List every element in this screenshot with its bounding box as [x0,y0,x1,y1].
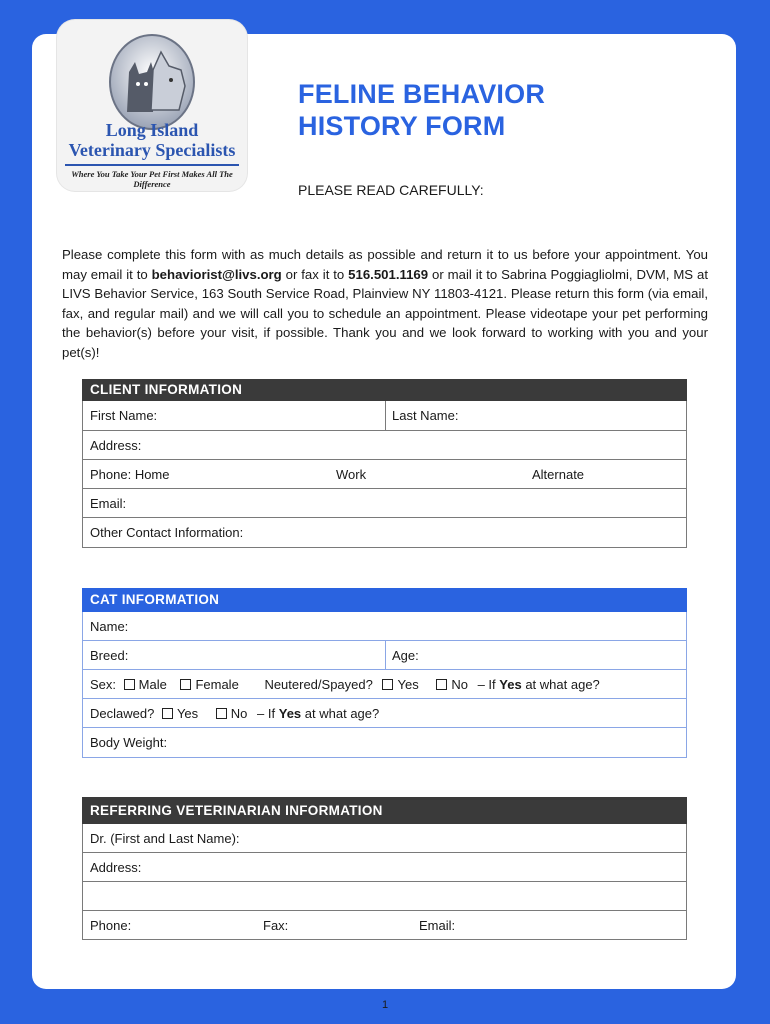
intro-text-2: or fax it to [281,266,349,282]
read-carefully-note: PLEASE READ CAREFULLY: [298,182,484,198]
client-email-row [82,489,687,518]
vet-section-heading: REFERRING VETERINARIAN INFORMATION [82,797,687,824]
work-phone-label: Work [336,467,367,482]
vet-fax-label: Fax: [263,918,289,933]
declawed-if-text: – If [257,706,276,721]
neutered-yes-label: Yes [397,677,419,692]
cat-name-field[interactable] [83,612,683,640]
neutered-yes-checkbox[interactable] [382,679,393,690]
vet-address-label: Address: [90,860,142,875]
male-checkbox[interactable] [124,679,135,690]
body-weight-row [82,728,687,758]
cat-declawed-row [82,699,687,728]
breed-field[interactable] [83,641,385,669]
logo-name-line1: Long Island [105,120,199,140]
declawed-age-prompt: at what age? [304,706,380,721]
female-checkbox[interactable] [180,679,191,690]
work-phone-field[interactable] [329,460,525,488]
intro-text-1: Please complete this form with as much details as possible and return it to us before your appointment. You may email it to [62,247,708,282]
declawed-label: Declawed? [90,706,155,721]
form-title [298,78,545,142]
vet-address-row [82,853,687,882]
neutered-if-text: – If [477,677,496,692]
declawed-yes-checkbox[interactable] [162,708,173,719]
vet-phone-field[interactable] [83,911,256,939]
neutered-no-label: No [451,677,468,692]
cat-name-label: Name: [90,619,129,634]
body-weight-label: Body Weight: [90,735,168,750]
cat-section-heading: CAT INFORMATION [82,588,687,612]
female-label: Female [195,677,239,692]
logo-divider [65,164,239,166]
logo-name-line2: Veterinary Specialists [68,140,236,160]
sex-label: Sex: [90,677,117,692]
neutered-label: Neutered/Spayed? [264,677,373,692]
neutered-no-checkbox[interactable] [436,679,447,690]
vet-fax-field[interactable] [256,911,412,939]
clinic-logo [57,20,247,191]
client-name-row [82,401,687,431]
cat-dog-logo-icon [107,32,197,132]
vet-address-row-2 [82,882,687,911]
title-line2: HISTORY FORM [298,111,506,141]
client-address-label: Address: [90,438,142,453]
alternate-phone-field[interactable] [525,460,685,488]
intro-paragraph [62,245,708,362]
page-number: 1 [381,999,389,1011]
age-field[interactable] [385,641,685,669]
logo-tagline: Where You Take Your Pet First Makes All The Difference [71,169,233,189]
cat-information-section [82,588,687,758]
sex-neutered-field [83,670,683,698]
cat-breed-row [82,641,687,670]
client-email-label: Email: [90,496,127,511]
other-contact-field[interactable] [83,518,683,546]
logo-name [57,120,247,160]
declawed-yes-label: Yes [176,706,199,721]
vet-name-label: Dr. (First and Last Name): [90,831,240,846]
vet-name-field[interactable] [83,824,683,852]
male-label: Male [138,677,167,692]
client-address-field[interactable] [83,431,683,459]
declawed-if-yes-text: Yes [278,706,302,721]
neutered-if-yes-text: Yes [499,677,522,692]
body-weight-field[interactable] [83,728,683,756]
client-other-contact-row [82,518,687,548]
vet-address-line2-field[interactable] [83,882,683,910]
intro-email-link[interactable]: behaviorist@livs.org [151,266,282,282]
neutered-age-prompt: at what age? [525,677,600,692]
home-phone-field[interactable] [83,460,329,488]
first-name-label: First Name: [90,408,158,423]
last-name-label: Last Name: [392,408,459,423]
first-name-field[interactable] [83,401,385,429]
other-contact-label: Other Contact Information: [90,525,244,540]
vet-email-field[interactable] [412,911,685,939]
alternate-phone-label: Alternate [532,467,585,482]
vet-email-label: Email: [419,918,456,933]
last-name-field[interactable] [385,401,685,429]
intro-text-3: or mail it to Sabrina Poggiagliolmi, DVM, MS at LIVS Behavior Service, 163 South Service Road, Plainview NY 11803-4121. Please return this form (via email, fax, and regular mail) and we will call you to schedule an appointment. Please videotape your pet performing the behavior(s) before your visit, if possible. Thank you and we look forward to working with you and your pet(s)! [62,266,708,360]
home-phone-label: Phone: Home [90,467,170,482]
vet-phone-label: Phone: [90,918,132,933]
declawed-no-label: No [230,706,248,721]
breed-label: Breed: [90,648,129,663]
cat-name-row [82,612,687,641]
client-email-field[interactable] [83,489,683,517]
client-phone-row [82,460,687,489]
title-line1: FELINE BEHAVIOR [298,79,546,109]
vet-contact-row [82,911,687,940]
cat-sex-row [82,670,687,699]
intro-fax-number: 516.501.1169 [348,266,429,282]
vet-name-row [82,824,687,853]
client-section-heading: CLIENT INFORMATION [82,379,687,401]
declawed-field [83,699,683,727]
declawed-no-checkbox[interactable] [216,708,227,719]
referring-vet-section [82,797,687,940]
age-label: Age: [392,648,419,663]
vet-address-field[interactable] [83,853,683,881]
client-address-row [82,431,687,460]
client-information-section [82,379,687,548]
